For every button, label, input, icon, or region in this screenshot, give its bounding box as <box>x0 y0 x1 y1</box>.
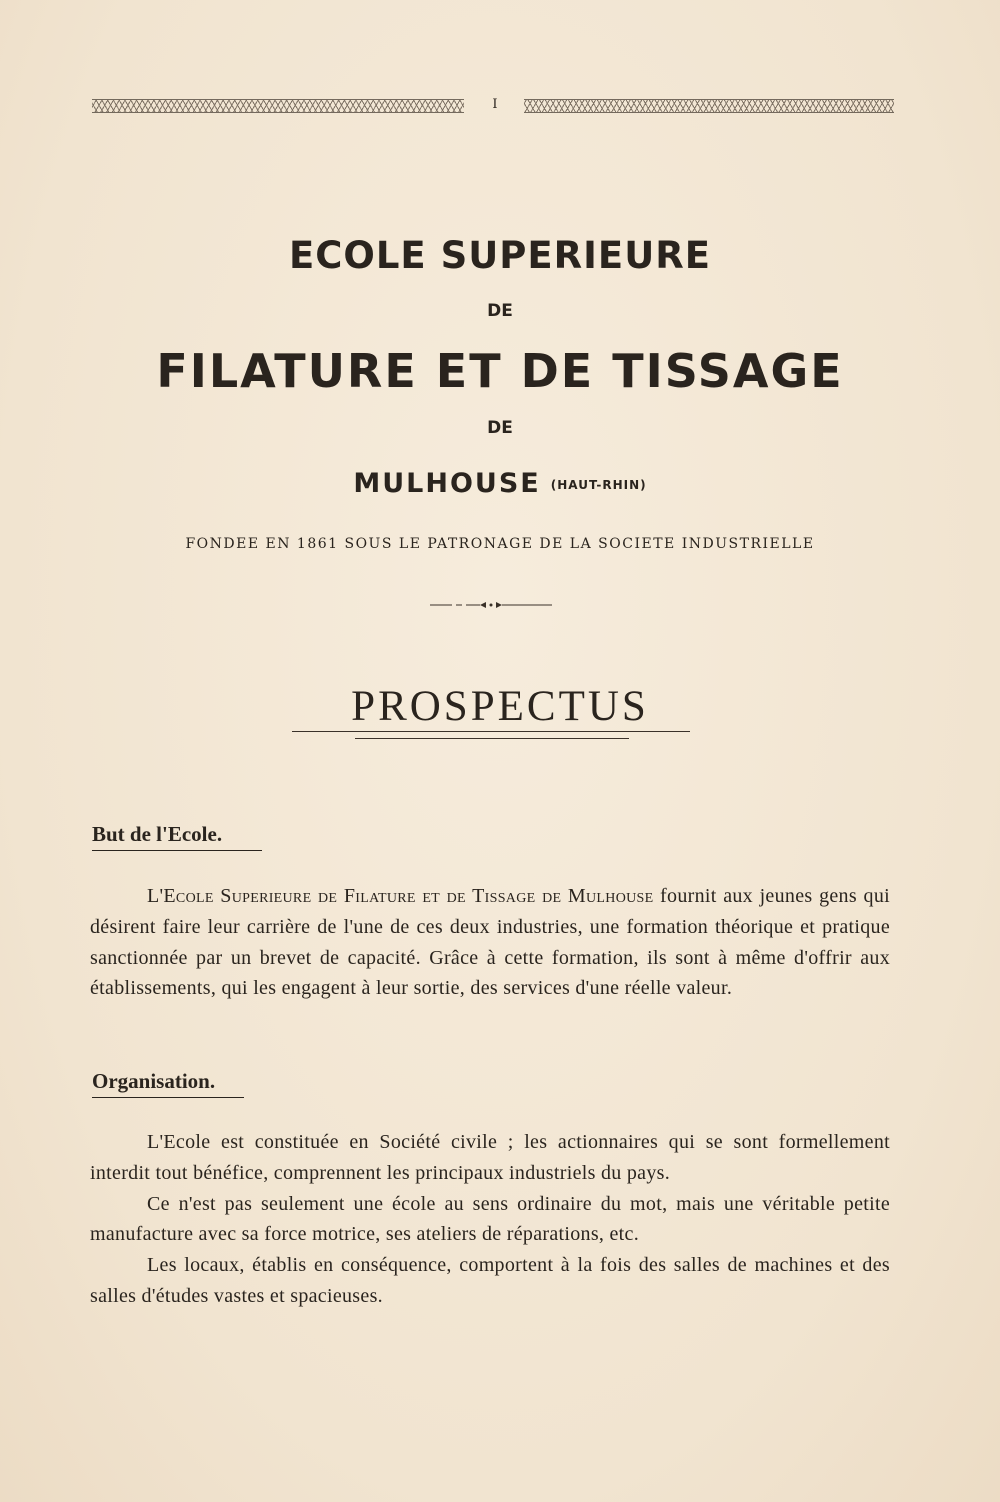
section-body-purpose <box>90 881 890 1004</box>
founding-line: FONDEE EN 1861 SOUS LE PATRONAGE DE LA SOCIETE INDUSTRIELLE <box>185 536 815 552</box>
title-rule-upper <box>292 731 690 732</box>
section-heading-purpose: But de l'Ecole. <box>92 822 262 851</box>
document-title: PROSPECTUS <box>351 683 649 730</box>
title-connector-de-2: DE <box>487 418 513 438</box>
section-heading-organisation: Organisation. <box>92 1069 244 1098</box>
title-rule-lower <box>355 738 629 739</box>
school-title-line2: FILATURE ET DE TISSAGE <box>156 344 844 398</box>
ornament-left <box>92 99 464 113</box>
section-body-organisation <box>90 1127 890 1312</box>
paragraph: Les locaux, établis en conséquence, comportent à la fois des salles de machines et des salles d'études vastes et spacieuses. <box>90 1254 890 1307</box>
paragraph-text: fournit aux jeunes gens qui désirent faire leur carrière de l'une de ces deux industries, une formation théorique et pratique sanctionnée par un brevet de capacité. Grâce à cette formation, ils sont à même d'offrir aux établissements, qui les engagent à leur sortie, des services d'une réelle valeur. <box>90 885 890 1000</box>
title-connector-de-1: DE <box>487 301 513 321</box>
ornament-right <box>524 99 894 113</box>
paragraph: L'Ecole est constituée en Société civile ; les actionnaires qui se sont formellement interdit tout bénéfice, comprennent les principaux industriels du pays. <box>90 1131 890 1184</box>
paragraph: Ce n'est pas seulement une école au sens ordinaire du mot, mais une véritable petite manufacture avec sa force motrice, ses ateliers de réparations, etc. <box>90 1192 890 1246</box>
paragraph <box>90 881 890 1004</box>
ornamental-header-band <box>92 96 894 118</box>
school-location <box>0 468 1000 499</box>
region-name: (HAUT-RHIN) <box>550 478 647 492</box>
page-number: I <box>492 97 498 112</box>
city-name: MULHOUSE <box>353 468 541 499</box>
school-name: L'Ecole Superieure de Filature et de Tissage de Mulhouse <box>147 885 654 907</box>
fleuron-divider-icon <box>430 598 552 612</box>
school-title-line1: ECOLE SUPERIEURE <box>288 234 712 277</box>
